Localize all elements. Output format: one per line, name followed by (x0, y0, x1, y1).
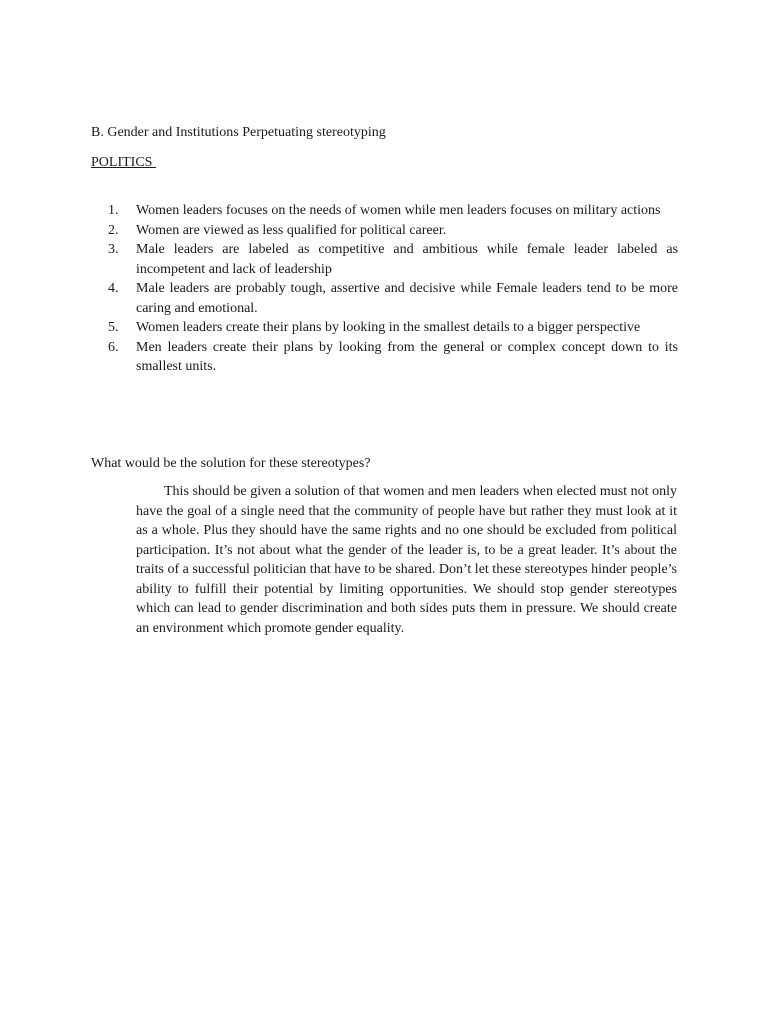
list-item (108, 240, 678, 279)
list-item-text: Women leaders create their plans by looking in the smallest details to a bigger perspective (136, 320, 641, 335)
section-heading: B. Gender and Institutions Perpetuating stereotyping (91, 125, 386, 140)
answer-paragraph: This should be given a solution of that women and men leaders when elected must not only have the goal of a single need that the community of people have but rather they must look at it as a whole. Plus they should have the same rights and no one should be excluded from political participation. It’s not about what the gender of the leader is, to be a great leader. It’s about the traits of a successful politician that have to be shared. Don’t let these stereotypes hinder people’s ability to fulfill their potential by limiting opportunities. We should stop gender stereotypes which can lead to gender discrimination and both sides puts them in pressure. We should create an environment which promote gender equality. (136, 484, 677, 636)
list-item (108, 338, 678, 377)
politics-subheading: POLITICS (91, 155, 156, 170)
list-item (108, 221, 678, 241)
stereotype-list (108, 201, 678, 377)
list-item-text: Male leaders are labeled as competitive and ambitious while female leader labeled as incompetent and lack of leadership (136, 242, 678, 277)
question-heading: What would be the solution for these stereotypes? (91, 456, 371, 471)
list-item-text: Women leaders focuses on the needs of women while men leaders focuses on military actions (136, 203, 661, 218)
list-item (108, 318, 678, 338)
list-item-number: 4. (108, 281, 119, 296)
list-item-number: 1. (108, 203, 119, 218)
list-item (108, 201, 678, 221)
list-item-text: Men leaders create their plans by looking from the general or complex concept down to its smallest units. (136, 339, 678, 374)
list-item-number: 6. (108, 339, 119, 355)
list-item-text: Male leaders are probably tough, assertive and decisive while Female leaders tend to be more caring and emotional. (136, 281, 678, 316)
list-item-number: 3. (108, 242, 119, 257)
list-item-text: Women are viewed as less qualified for political career. (136, 222, 447, 238)
list-item-number: 2. (108, 222, 119, 238)
list-item-number: 5. (108, 320, 119, 335)
list-item (108, 279, 678, 318)
